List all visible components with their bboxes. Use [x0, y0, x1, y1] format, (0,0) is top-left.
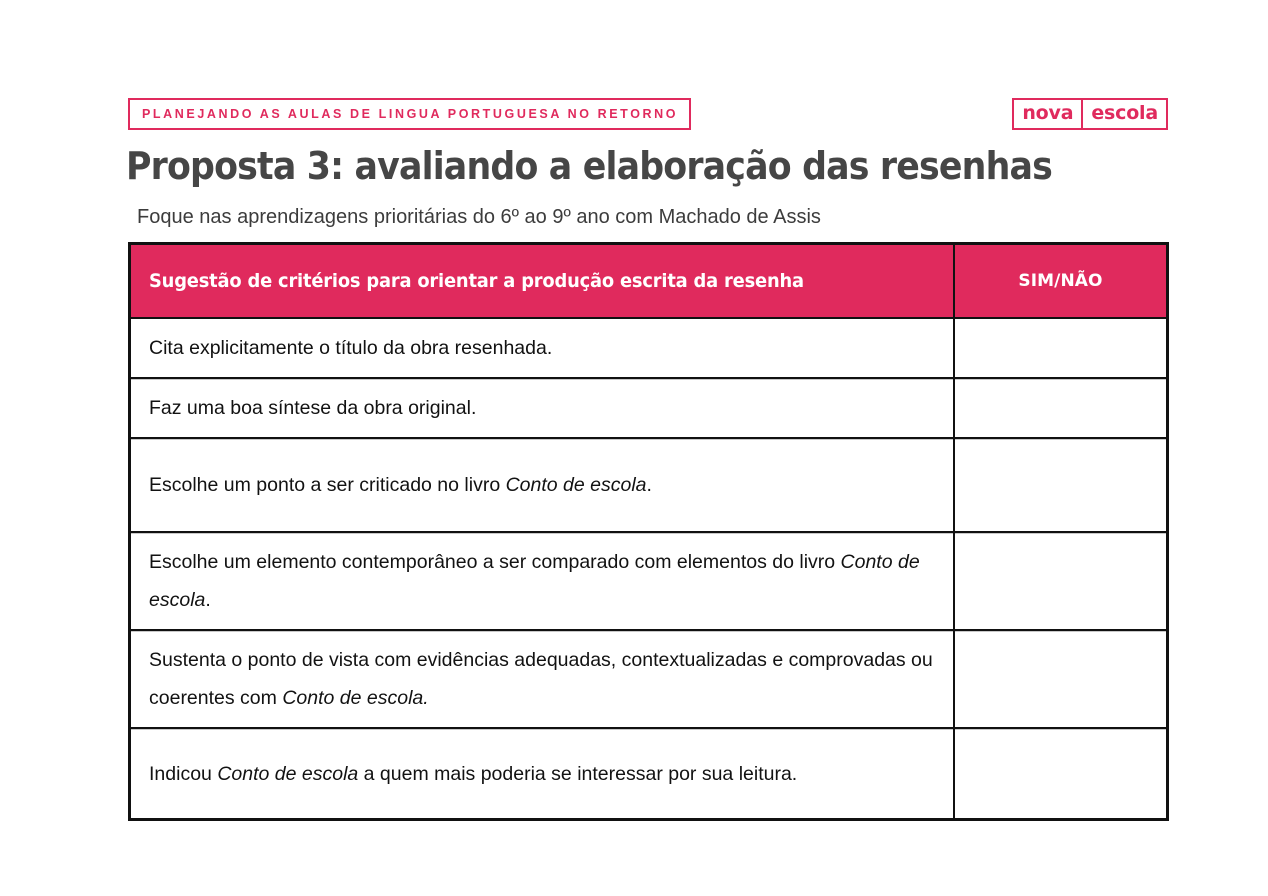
- criterion-text: Cita explicitamente o título da obra resenhada.: [149, 337, 553, 359]
- criterion-cell: [131, 319, 955, 377]
- nova-escola-logo: [1012, 98, 1168, 130]
- answer-cell[interactable]: [955, 533, 1166, 629]
- table-row: [131, 319, 1166, 379]
- criterion-text: Escolhe um elemento contemporâneo a ser comparado com elementos do livro Conto de escola.: [149, 551, 920, 611]
- criterion-cell: [131, 439, 955, 531]
- table-header-row: [131, 245, 1166, 319]
- table-header-label-criteria: Sugestão de critérios para orientar a produção escrita da resenha: [149, 270, 804, 292]
- criterion-text: Indicou Conto de escola a quem mais poderia se interessar por sua leitura.: [149, 762, 798, 785]
- table-row: [131, 439, 1166, 533]
- table-header-label-answer: SIM/NÃO: [1018, 271, 1103, 291]
- logo-word-escola: escola: [1082, 98, 1168, 130]
- table-row: [131, 631, 1166, 729]
- criterion-cell: [131, 379, 955, 437]
- table-row: [131, 379, 1166, 439]
- answer-cell[interactable]: [955, 729, 1166, 818]
- header-bar: [128, 98, 1168, 132]
- criterion-text: Faz uma boa síntese da obra original.: [149, 397, 477, 419]
- answer-cell[interactable]: [955, 379, 1166, 437]
- answer-cell[interactable]: [955, 631, 1166, 727]
- table-header-cell-answer: [955, 245, 1166, 317]
- criteria-table: [128, 242, 1169, 821]
- criterion-cell: [131, 533, 955, 629]
- table-header-cell-criteria: [131, 245, 955, 317]
- answer-cell[interactable]: [955, 319, 1166, 377]
- table-row: [131, 729, 1166, 818]
- criterion-cell: [131, 631, 955, 727]
- eyebrow-badge: PLANEJANDO AS AULAS DE LINGUA PORTUGUESA NO RETORNO: [128, 98, 691, 130]
- answer-cell[interactable]: [955, 439, 1166, 531]
- criterion-text: Sustenta o ponto de vista com evidências adequadas, contextualizadas e comprovadas ou coerentes com Conto de escola.: [149, 649, 933, 709]
- table-row: [131, 533, 1166, 631]
- page-title: Proposta 3: avaliando a elaboração das resenhas: [126, 144, 1053, 188]
- logo-word-nova: nova: [1012, 98, 1083, 130]
- page-subtitle: Foque nas aprendizagens prioritárias do 6º ao 9º ano com Machado de Assis: [137, 206, 821, 228]
- criterion-text: Escolhe um ponto a ser criticado no livro Conto de escola.: [149, 474, 652, 496]
- criterion-cell: [131, 729, 955, 818]
